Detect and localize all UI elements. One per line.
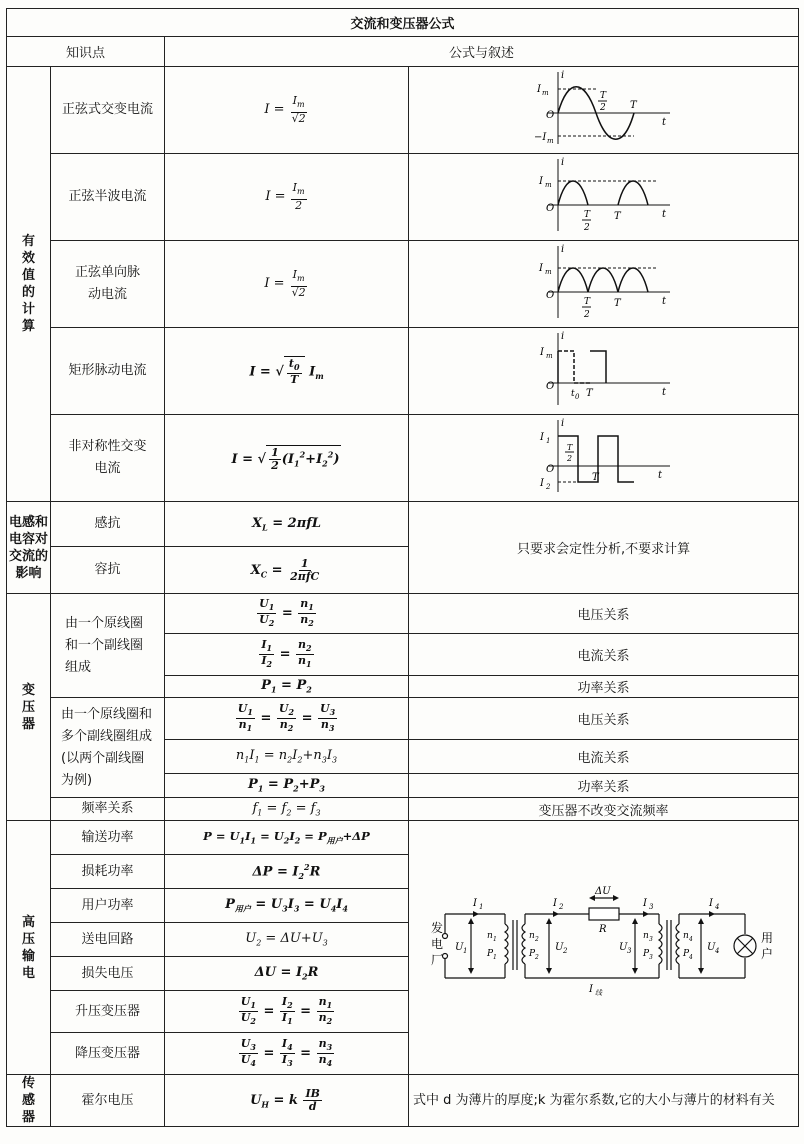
transformer-group2-name: 由一个原线圈和多个副线圈组成(以两个副线圈为例)	[51, 698, 165, 798]
svg-text:i: i	[560, 244, 564, 255]
svg-text:t: t	[657, 470, 662, 481]
formula-frequency: $f_1 = f_2 = f_3$	[165, 798, 409, 821]
svg-text:U: U	[455, 941, 464, 953]
formula-loss-power: $\Delta P = I_2^2R$	[165, 855, 409, 889]
svg-text:3: 3	[627, 946, 632, 955]
row-hall-voltage-name: 霍尔电压	[51, 1075, 165, 1127]
svg-text:O: O	[545, 290, 554, 301]
formula-rect-pulse-effective: I = √ $\frac{t_0}{T}$ $I_m$	[165, 328, 409, 415]
svg-text:P: P	[487, 948, 494, 959]
svg-text:2: 2	[583, 310, 590, 320]
svg-text:O: O	[545, 464, 554, 475]
svg-text:3: 3	[649, 935, 653, 943]
category-label: 传感器	[21, 1076, 35, 1125]
formula-current-ratio-1: $\frac{I_1}{I_2}$ = $\frac{n_2}{n_1}$	[165, 634, 409, 676]
svg-text:1: 1	[479, 902, 484, 911]
svg-text:T: T	[599, 91, 606, 101]
row-sine-current-name: 正弦式交变电流	[51, 67, 165, 154]
row-asymmetric-name: 非对称性交变电流	[51, 415, 165, 502]
category-effective-value	[7, 67, 51, 502]
formula-power-1: $P_1 = P_2$	[165, 676, 409, 698]
svg-text:I: I	[473, 897, 477, 909]
formula-capacitive-reactance: $X_C$ = 1 2πfC	[165, 547, 409, 594]
svg-text:i: i	[560, 418, 564, 429]
graph-pulsating	[409, 241, 799, 328]
pulsating-graph	[534, 242, 674, 322]
svg-text:I: I	[536, 84, 541, 95]
category-inductance-capacitance: 电感和电容对交流的影响	[7, 502, 51, 594]
svg-text:T: T	[583, 297, 590, 307]
svg-text:O: O	[545, 110, 554, 121]
table-title: 交流和变压器公式	[7, 9, 799, 37]
svg-text:4: 4	[689, 953, 693, 961]
svg-text:i: i	[560, 70, 564, 81]
plant-char-3: 厂	[431, 952, 444, 967]
desc-voltage-relation-2: 电压关系	[409, 698, 799, 740]
svg-text:2: 2	[535, 935, 539, 943]
svg-text:i: i	[560, 331, 564, 342]
svg-text:2: 2	[563, 946, 568, 955]
svg-text:m: m	[541, 89, 549, 97]
svg-text:I: I	[539, 347, 544, 358]
category-label: 有效值的计算	[21, 234, 35, 334]
row-loss-voltage-name: 损失电压	[51, 957, 165, 991]
svg-text:2: 2	[566, 454, 572, 463]
row-transmission-power-name: 输送功率	[51, 821, 165, 855]
svg-text:O: O	[545, 203, 554, 214]
category-high-voltage	[7, 821, 51, 1075]
svg-text:线: 线	[595, 988, 602, 997]
desc-voltage-relation-1: 电压关系	[409, 594, 799, 634]
svg-text:I: I	[539, 432, 544, 443]
svg-text:m: m	[545, 352, 553, 360]
header-formula-description: 公式与叙述	[165, 37, 799, 67]
transmission-diagram	[409, 828, 797, 1064]
formula-pulsating-effective: I = $\frac{I_m}{√2}$	[165, 241, 409, 328]
formula-hall-voltage: $U_H = k$ $\frac{IB}{d}$	[165, 1075, 409, 1127]
svg-text:1: 1	[493, 953, 497, 961]
row-step-down-name: 降压变压器	[51, 1033, 165, 1075]
svg-text:1: 1	[463, 946, 468, 955]
svg-text:T: T	[583, 210, 590, 220]
frequency-relation-name: 频率关系	[51, 798, 165, 821]
category-label: 变压器	[21, 682, 35, 732]
category-transformer	[7, 594, 51, 821]
svg-text:4: 4	[715, 902, 720, 911]
svg-text:m: m	[546, 137, 554, 145]
formula-half-wave-effective: I = $\frac{I_m}{2}$	[165, 154, 409, 241]
svg-text:T: T	[613, 211, 621, 222]
formula-asymmetric-effective: I = √ $\frac{1}{2}$ $(I_1^2+I_2^2)$	[165, 415, 409, 502]
svg-text:t: t	[661, 209, 666, 220]
category-label: 高压输电	[21, 914, 35, 981]
desc-power-relation-2: 功率关系	[409, 774, 799, 798]
desc-current-relation-2: 电流关系	[409, 740, 799, 774]
svg-text:I: I	[539, 478, 544, 489]
svg-text:T: T	[566, 443, 572, 452]
svg-text:I: I	[709, 897, 713, 909]
svg-text:I: I	[643, 897, 647, 909]
formula-inductive-reactance: $X_L = 2\pi fL$	[165, 502, 409, 547]
svg-text:I: I	[553, 897, 557, 909]
formula-power-2: $P_1 = P_2+P_3$	[165, 774, 409, 798]
svg-text:3: 3	[649, 953, 653, 961]
plant-char-1: 发	[431, 920, 444, 935]
svg-text:2: 2	[545, 483, 550, 491]
graph-rect-pulse	[409, 328, 799, 415]
header-knowledge-point: 知识点	[7, 37, 165, 67]
svg-text:O: O	[545, 381, 554, 392]
row-step-up-name: 升压变压器	[51, 991, 165, 1033]
svg-text:U: U	[707, 941, 716, 953]
row-rect-pulse-name: 矩形脉动电流	[51, 328, 165, 415]
row-inductive-reactance-name: 感抗	[51, 502, 165, 547]
graph-asymmetric	[409, 415, 799, 502]
svg-text:ΔU: ΔU	[595, 885, 611, 897]
half-wave-graph	[534, 155, 674, 235]
formula-table	[6, 8, 799, 1127]
row-capacitive-reactance-name: 容抗	[51, 547, 165, 594]
user-char-1: 用	[761, 930, 774, 945]
svg-text:T: T	[613, 298, 621, 309]
svg-text:1: 1	[493, 935, 497, 943]
svg-text:t: t	[661, 296, 666, 307]
formula-transmission-power: $P = U_1I_1 = U_2I_2 = P_{用户}+\Delta P$	[165, 821, 409, 855]
asymmetric-graph	[534, 416, 674, 496]
svg-text:t: t	[661, 387, 666, 398]
svg-text:T: T	[591, 472, 599, 483]
svg-text:t: t	[661, 117, 666, 128]
transformer-group1-name: 由一个原线圈和一个副线圈组成	[51, 594, 165, 698]
graph-half-wave	[409, 154, 799, 241]
svg-text:n: n	[529, 930, 535, 941]
category-sensor	[7, 1075, 51, 1127]
svg-text:i: i	[560, 157, 564, 168]
desc-current-relation-1: 电流关系	[409, 634, 799, 676]
svg-text:n: n	[683, 930, 689, 941]
graph-sine-current	[409, 67, 799, 154]
row-loss-power-name: 损耗功率	[51, 855, 165, 889]
formula-voltage-ratio-1: $\frac{U_1}{U_2}$ = $\frac{n_1}{n_2}$	[165, 594, 409, 634]
sine-wave-graph	[534, 68, 674, 148]
row-half-wave-name: 正弦半波电流	[51, 154, 165, 241]
svg-text:P: P	[643, 948, 650, 959]
svg-text:P: P	[683, 948, 690, 959]
svg-text:0: 0	[574, 393, 579, 401]
formula-step-down: $\frac{U_3}{U_4}$ = $\frac{I_4}{I_3}$ = $\frac{n_3}{n_4}$	[165, 1033, 409, 1075]
formula-sine-effective: I = $\frac{I_m}{√2}$	[165, 67, 409, 154]
svg-text:n: n	[643, 930, 649, 941]
plant-char-2: 电	[431, 936, 444, 951]
svg-text:U: U	[619, 941, 628, 953]
user-char-2: 户	[761, 946, 774, 961]
desc-frequency: 变压器不改变交流频率	[409, 798, 799, 821]
svg-text:2: 2	[583, 223, 590, 233]
row-circuit-name: 送电回路	[51, 923, 165, 957]
svg-text:n: n	[487, 930, 493, 941]
transmission-circuit-diagram	[409, 821, 799, 1075]
svg-text:T: T	[629, 100, 637, 111]
svg-text:I: I	[538, 263, 543, 274]
row-pulsating-name: 正弦单向脉动电流	[51, 241, 165, 328]
desc-power-relation-1: 功率关系	[409, 676, 799, 698]
formula-voltage-ratio-2: $\frac{U_1}{n_1}$ = $\frac{U_2}{n_2}$ = $\frac{U_3}{n_3}$	[165, 698, 409, 740]
svg-text:m: m	[544, 268, 552, 276]
row-user-power-name: 用户功率	[51, 889, 165, 923]
svg-text:2: 2	[535, 953, 539, 961]
inductance-description: 只要求会定性分析,不要求计算	[409, 502, 799, 594]
svg-text:t: t	[570, 389, 575, 399]
svg-text:4: 4	[689, 935, 693, 943]
svg-text:3: 3	[649, 902, 654, 911]
formula-user-power: $P_{用户} = U_3I_3 = U_4I_4$	[165, 889, 409, 923]
formula-current-2: $n_1I_1 = n_2I_2+n_3I_3$	[165, 740, 409, 774]
formula-circuit: $U_2 = \Delta U+U_3$	[165, 923, 409, 957]
svg-text:2: 2	[559, 902, 564, 911]
hall-description: 式中 d 为薄片的厚度;k 为霍尔系数,它的大小与薄片的材料有关	[409, 1075, 799, 1127]
svg-text:I: I	[538, 176, 543, 187]
svg-text:−I: −I	[533, 132, 546, 143]
svg-text:I: I	[589, 983, 593, 995]
svg-text:U: U	[555, 941, 564, 953]
svg-text:m: m	[544, 181, 552, 189]
svg-text:P: P	[529, 948, 536, 959]
rect-pulse-graph	[534, 329, 674, 409]
svg-text:4: 4	[715, 946, 720, 955]
svg-text:R: R	[599, 923, 607, 935]
formula-step-up: $\frac{U_1}{U_2}$ = $\frac{I_2}{I_1}$ = $\frac{n_1}{n_2}$	[165, 991, 409, 1033]
svg-text:2: 2	[599, 103, 606, 113]
formula-loss-voltage: $\Delta U = I_2R$	[165, 957, 409, 991]
svg-text:T: T	[585, 388, 593, 399]
svg-text:1: 1	[545, 437, 550, 445]
